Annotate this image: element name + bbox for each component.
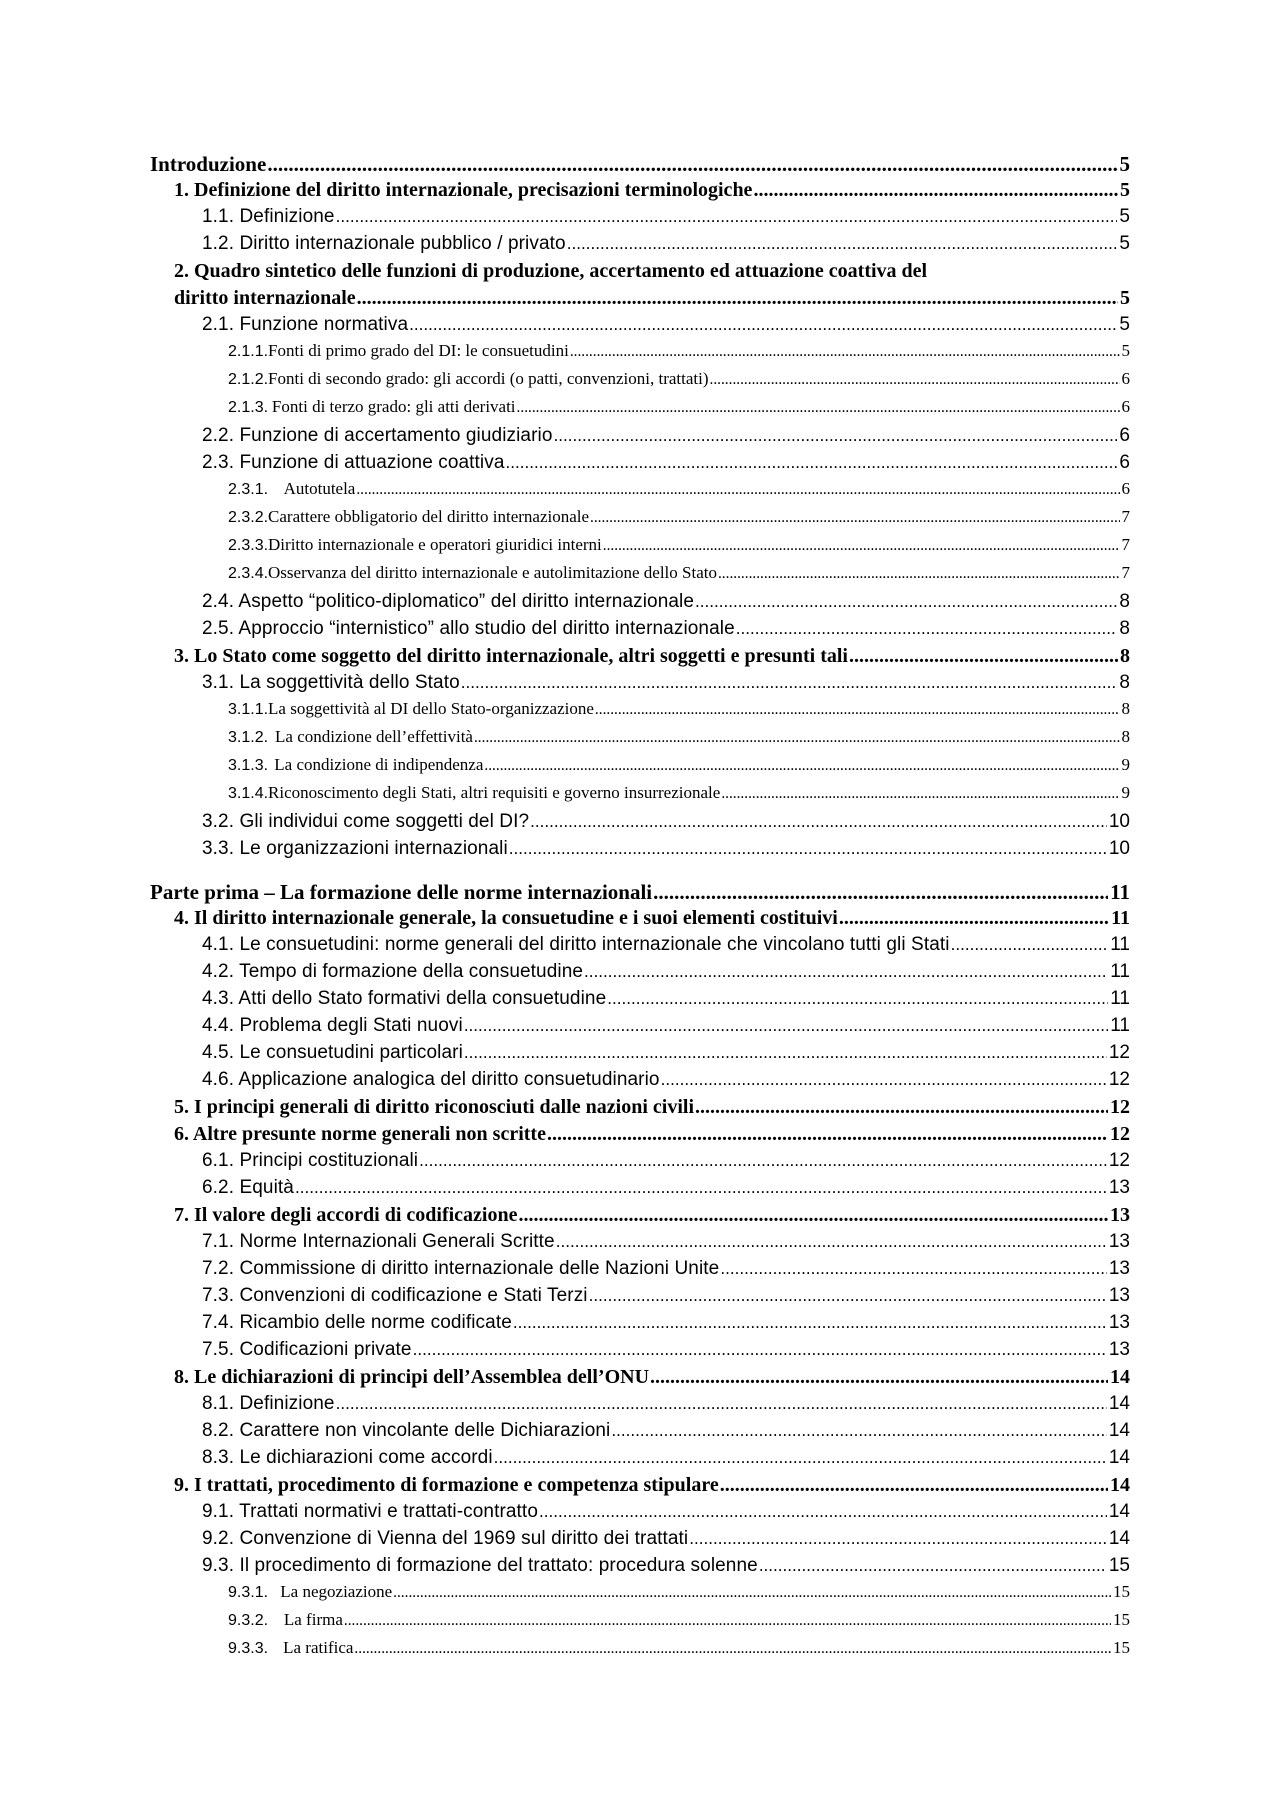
toc-page-number: 13 xyxy=(1110,1204,1130,1226)
toc-entry[interactable] xyxy=(150,452,1130,479)
toc-entry[interactable] xyxy=(150,1339,1130,1366)
toc-page-number: 12 xyxy=(1110,1096,1130,1118)
toc-entry[interactable] xyxy=(150,988,1130,1015)
toc-entry-title: 5. I principi generali di diritto riconosciuti dalle nazioni civili xyxy=(174,1096,694,1118)
toc-entry-title: Fonti di terzo grado: gli atti derivati xyxy=(271,397,516,416)
toc-entry[interactable] xyxy=(150,314,1130,341)
toc-entry-title: 4.4. Problema degli Stati nuovi xyxy=(202,1015,463,1036)
toc-entry-title: 6.2. Equità xyxy=(202,1177,294,1198)
toc-page-number: 11 xyxy=(1110,961,1130,982)
toc-page-number: 5 xyxy=(1119,233,1130,254)
dot-leader xyxy=(590,507,1119,527)
toc-page-number: 13 xyxy=(1108,1231,1130,1252)
toc-page-number: 15 xyxy=(1108,1555,1130,1576)
toc-entry-number: 2.1.1. xyxy=(228,343,269,360)
toc-entry-wrapped-line1[interactable] xyxy=(150,260,1130,287)
toc-entry-title: La condizione dell’effettività xyxy=(275,727,473,746)
toc-entry[interactable] xyxy=(150,1638,1130,1666)
toc-page-number: 14 xyxy=(1108,1447,1130,1468)
dot-leader xyxy=(539,1501,1107,1523)
toc-page-number: 14 xyxy=(1108,1528,1130,1549)
toc-entry-title: 1. Definizione del diritto internazionale, precisazioni terminologiche xyxy=(174,179,753,201)
toc-entry-title: diritto internazionale xyxy=(174,287,356,309)
toc-entry-title: 7.4. Ricambio delle norme codificate xyxy=(202,1312,512,1333)
toc-page-number: 12 xyxy=(1108,1069,1130,1090)
dot-leader xyxy=(554,425,1118,447)
toc-page-number: 14 xyxy=(1110,1366,1130,1388)
toc-entry[interactable] xyxy=(150,672,1130,699)
dot-leader xyxy=(474,727,1120,747)
dot-leader xyxy=(695,591,1117,613)
dot-leader xyxy=(710,369,1120,389)
toc-entry-number: 2.3.1. xyxy=(228,481,269,498)
dot-leader xyxy=(413,1339,1107,1361)
dot-leader xyxy=(759,1555,1107,1577)
toc-page-number: 8 xyxy=(1119,672,1130,693)
toc-entry-title: 2.5. Approccio “internistico” allo studio del diritto internazionale xyxy=(202,618,735,639)
toc-entry-title: 9. I trattati, procedimento di formazione e competenza stipulare xyxy=(174,1474,719,1496)
toc-entry[interactable] xyxy=(150,1015,1130,1042)
toc-entry-title: 9.1. Trattati normativi e trattati-contratto xyxy=(202,1501,538,1522)
dot-leader xyxy=(356,479,1119,499)
dot-leader xyxy=(695,1096,1108,1119)
toc-page-number: 11 xyxy=(1110,880,1130,904)
toc-entry-number: 3.1.1. xyxy=(228,701,269,718)
dot-leader xyxy=(357,287,1118,310)
toc-page-number: 12 xyxy=(1108,1150,1130,1171)
toc-entry-title: 7.3. Convenzioni di codificazione e Stati Terzi xyxy=(202,1285,588,1306)
toc-page-number: 13 xyxy=(1108,1258,1130,1279)
dot-leader xyxy=(720,1258,1107,1280)
toc-entry-title: 3. Lo Stato come soggetto del diritto internazionale, altri soggetti e presunti tali xyxy=(174,645,848,667)
toc-entry[interactable] xyxy=(150,1042,1130,1069)
toc-entry-title: La negoziazione xyxy=(280,1582,393,1601)
dot-leader xyxy=(464,1015,1108,1037)
toc-entry[interactable] xyxy=(150,755,1130,783)
toc-entry[interactable] xyxy=(150,1501,1130,1528)
toc-page-number: 12 xyxy=(1110,1123,1130,1145)
toc-entry[interactable] xyxy=(150,1474,1130,1501)
toc-entry-title: 1.1. Definizione xyxy=(202,206,335,227)
toc-entry-title: 4.3. Atti dello Stato formativi della consuetudine xyxy=(202,988,607,1009)
dot-leader xyxy=(354,1638,1111,1658)
toc-entry[interactable] xyxy=(150,699,1130,727)
dot-leader xyxy=(506,452,1118,474)
toc-page-number: 15 xyxy=(1113,1638,1130,1657)
toc-page-number: 12 xyxy=(1108,1042,1130,1063)
toc-entry-introduzione[interactable] xyxy=(150,152,1130,179)
toc-entry-wrapped-line2[interactable] xyxy=(150,287,1130,314)
toc-entry-title: 7. Il valore degli accordi di codificazione xyxy=(174,1204,518,1226)
toc-entry-title: 9.3. Il procedimento di formazione del trattato: procedura solenne xyxy=(202,1555,758,1576)
dot-leader xyxy=(736,618,1118,640)
toc-page-number: 5 xyxy=(1120,179,1130,201)
toc-entry[interactable] xyxy=(150,1258,1130,1285)
dot-leader xyxy=(650,1366,1108,1389)
toc-page-number: 11 xyxy=(1110,934,1130,955)
toc-page-number: 5 xyxy=(1119,152,1130,176)
toc-entry[interactable] xyxy=(150,179,1130,206)
toc-entry-title: La firma xyxy=(283,1610,343,1629)
toc-entry[interactable] xyxy=(150,591,1130,618)
dot-leader xyxy=(461,672,1118,694)
toc-entry-title: Carattere obbligatorio del diritto internazionale xyxy=(268,507,590,526)
dot-leader xyxy=(517,397,1120,417)
toc-entry-title: 8. Le dichiarazioni di principi dell’Assemblea dell’ONU xyxy=(174,1366,650,1388)
toc-page-number: 14 xyxy=(1110,1474,1130,1496)
toc-entry-title: 2.3. Funzione di attuazione coattiva xyxy=(202,452,505,473)
dot-leader xyxy=(753,179,1118,202)
toc-entry-title: Riconoscimento degli Stati, altri requisiti e governo insurrezionale xyxy=(268,783,721,802)
toc-page-number: 6 xyxy=(1119,452,1130,473)
toc-entry[interactable] xyxy=(150,1204,1130,1231)
toc-entry-title: La ratifica xyxy=(283,1638,354,1657)
toc-entry-title: 2.2. Funzione di accertamento giudiziario xyxy=(202,425,553,446)
toc-entry[interactable] xyxy=(150,341,1130,369)
toc-entry-title: Introduzione xyxy=(150,152,267,176)
dot-leader xyxy=(720,1474,1108,1497)
toc-entry-title: Osservanza del diritto internazionale e autolimitazione dello Stato xyxy=(268,563,717,582)
toc-entry-title: 2.4. Aspetto “politico-diplomatico” del diritto internazionale xyxy=(202,591,695,612)
toc-page-number: 14 xyxy=(1108,1393,1130,1414)
toc-page-number: 13 xyxy=(1108,1285,1130,1306)
dot-leader xyxy=(607,988,1108,1010)
toc-entry-title: 2.1. Funzione normativa xyxy=(202,314,409,335)
dot-leader xyxy=(509,838,1107,860)
toc-entry-title: Fonti di secondo grado: gli accordi (o patti, convenzioni, trattati) xyxy=(268,369,709,388)
dot-leader xyxy=(951,934,1109,956)
dot-leader xyxy=(494,1447,1107,1469)
dot-leader xyxy=(513,1312,1107,1334)
toc-entry[interactable] xyxy=(150,425,1130,452)
toc-entry-title: Autotutela xyxy=(283,479,356,498)
dot-leader xyxy=(295,1177,1107,1199)
toc-entry-number: 9.3.2. xyxy=(228,1612,269,1629)
dot-leader xyxy=(484,755,1119,775)
toc-entry[interactable] xyxy=(150,369,1130,397)
toc-entry-title: 7.1. Norme Internazionali Generali Scritte xyxy=(202,1231,555,1252)
toc-page-number: 8 xyxy=(1121,727,1130,746)
toc-page-number: 5 xyxy=(1121,341,1130,360)
toc-page-number: 8 xyxy=(1119,591,1130,612)
toc-entry[interactable] xyxy=(150,1555,1130,1582)
toc-entry[interactable] xyxy=(150,1366,1130,1393)
toc-entry-number: 2.3.2. xyxy=(228,509,269,526)
toc-page-number: 9 xyxy=(1121,783,1130,802)
toc-page-number: 8 xyxy=(1121,699,1130,718)
toc-page-number: 15 xyxy=(1113,1582,1130,1601)
dot-leader xyxy=(653,880,1108,905)
toc-entry-number: 2.3.3. xyxy=(228,537,269,554)
toc-entry[interactable] xyxy=(150,1582,1130,1610)
toc-entry[interactable] xyxy=(150,1285,1130,1312)
toc-page-number: 10 xyxy=(1108,838,1130,859)
toc-entry-number: 9.3.1. xyxy=(228,1584,269,1601)
toc-page-number: 15 xyxy=(1113,1610,1130,1629)
toc-entry[interactable] xyxy=(150,907,1130,934)
toc-entry[interactable] xyxy=(150,1610,1130,1638)
toc-entry[interactable] xyxy=(150,206,1130,233)
toc-page-number: 13 xyxy=(1108,1312,1130,1333)
toc-entry-title: La soggettività al DI dello Stato-organizzazione xyxy=(268,699,594,718)
dot-leader xyxy=(661,1069,1107,1091)
toc-entry[interactable] xyxy=(150,535,1130,563)
toc-entry-title: La condizione di indipendenza xyxy=(274,755,484,774)
toc-entry-title: 4. Il diritto internazionale generale, la consuetudine e i suoi elementi costituivi xyxy=(174,907,838,929)
dot-leader xyxy=(267,152,1117,177)
toc-page-number: 7 xyxy=(1121,507,1130,526)
dot-leader xyxy=(849,645,1118,668)
dot-leader xyxy=(567,233,1118,255)
toc-entry-title: 1.2. Diritto internazionale pubblico / privato xyxy=(202,233,566,254)
toc-entry-title: 8.1. Definizione xyxy=(202,1393,335,1414)
toc-entry[interactable] xyxy=(150,645,1130,672)
toc-entry-title: Diritto internazionale e operatori giuridici interni xyxy=(268,535,602,554)
toc-entry-title: 8.2. Carattere non vincolante delle Dichiarazioni xyxy=(202,1420,611,1441)
toc-entry[interactable] xyxy=(150,1177,1130,1204)
toc-entry[interactable] xyxy=(150,1231,1130,1258)
toc-page-number: 11 xyxy=(1110,1015,1130,1036)
toc-entry-title: 2. Quadro sintetico delle funzioni di produzione, accertamento ed attuazione coattiva del xyxy=(174,260,928,282)
dot-leader xyxy=(336,1393,1107,1415)
dot-leader xyxy=(547,1123,1108,1146)
toc-entry[interactable] xyxy=(150,563,1130,591)
toc-entry[interactable] xyxy=(150,783,1130,811)
toc-entry-title: 4.6. Applicazione analogica del diritto consuetudinario xyxy=(202,1069,660,1090)
toc-page-number: 13 xyxy=(1108,1177,1130,1198)
toc-entry[interactable] xyxy=(150,1312,1130,1339)
toc-entry[interactable] xyxy=(150,233,1130,260)
toc-entry-number: 3.1.4. xyxy=(228,785,269,802)
toc-entry-title: Fonti di primo grado del DI: le consuetudini xyxy=(268,341,569,360)
toc-page-number: 9 xyxy=(1121,755,1130,774)
toc-entry[interactable] xyxy=(150,1150,1130,1177)
toc-page-number: 7 xyxy=(1121,535,1130,554)
toc-entry[interactable] xyxy=(150,727,1130,755)
toc-entry[interactable] xyxy=(150,1096,1130,1123)
dot-leader xyxy=(603,535,1120,555)
toc-entry[interactable] xyxy=(150,397,1130,425)
toc-page-number: 11 xyxy=(1110,988,1130,1009)
toc-entry[interactable] xyxy=(150,961,1130,988)
toc-page-number: 14 xyxy=(1108,1420,1130,1441)
toc-entry-title: 8.3. Le dichiarazioni come accordi xyxy=(202,1447,493,1468)
toc-page-number: 8 xyxy=(1119,618,1130,639)
toc-entry[interactable] xyxy=(150,1447,1130,1474)
toc-entry[interactable] xyxy=(150,618,1130,645)
toc-page-number: 8 xyxy=(1120,645,1130,667)
toc-entry-number: 2.3.4. xyxy=(228,565,269,582)
dot-leader xyxy=(584,961,1108,983)
table-of-contents xyxy=(150,152,1130,1666)
toc-page-number: 6 xyxy=(1119,425,1130,446)
toc-page-number: 6 xyxy=(1121,397,1130,416)
dot-leader xyxy=(589,1285,1107,1307)
toc-entry[interactable] xyxy=(150,507,1130,535)
toc-page-number: 13 xyxy=(1108,1339,1130,1360)
toc-entry-number: 3.1.2. xyxy=(228,729,269,746)
toc-entry[interactable] xyxy=(150,479,1130,507)
dot-leader xyxy=(409,314,1117,336)
toc-entry-title: 7.2. Commissione di diritto internazionale delle Nazioni Unite xyxy=(202,1258,720,1279)
toc-entry[interactable] xyxy=(150,934,1130,961)
toc-page-number: 6 xyxy=(1121,369,1130,388)
toc-entry-parte-prima[interactable] xyxy=(150,880,1130,907)
toc-page-number: 10 xyxy=(1108,811,1130,832)
toc-entry[interactable] xyxy=(150,811,1130,838)
toc-entry-title: 3.1. La soggettività dello Stato xyxy=(202,672,460,693)
toc-entry-title: 3.3. Le organizzazioni internazionali xyxy=(202,838,508,859)
dot-leader xyxy=(721,783,1119,803)
toc-entry-title: 9.2. Convenzione di Vienna del 1969 sul diritto dei trattati xyxy=(202,1528,689,1549)
toc-entry-title: 6.1. Principi costituzionali xyxy=(202,1150,419,1171)
dot-leader xyxy=(344,1610,1111,1630)
toc-entry-title: 3.2. Gli individui come soggetti del DI? xyxy=(202,811,530,832)
dot-leader xyxy=(556,1231,1107,1253)
toc-entry[interactable] xyxy=(150,1393,1130,1420)
toc-page-number: 5 xyxy=(1119,314,1130,335)
toc-entry-title: 4.5. Le consuetudini particolari xyxy=(202,1042,463,1063)
toc-entry-number: 2.1.2. xyxy=(228,371,269,388)
dot-leader xyxy=(464,1042,1107,1064)
toc-entry[interactable] xyxy=(150,1123,1130,1150)
toc-entry-title: 6. Altre presunte norme generali non scritte xyxy=(174,1123,546,1145)
dot-leader xyxy=(611,1420,1107,1442)
dot-leader xyxy=(393,1582,1111,1602)
dot-leader xyxy=(336,206,1118,228)
toc-entry-title: 4.2. Tempo di formazione della consuetudine xyxy=(202,961,584,982)
toc-page-number: 6 xyxy=(1121,479,1130,498)
toc-entry-title: Parte prima – La formazione delle norme internazionali xyxy=(150,880,653,904)
toc-entry-number: 3.1.3. xyxy=(228,757,269,774)
dot-leader xyxy=(419,1150,1107,1172)
dot-leader xyxy=(595,699,1120,719)
toc-entry[interactable] xyxy=(150,1420,1130,1447)
dot-leader xyxy=(689,1528,1107,1550)
toc-entry[interactable] xyxy=(150,1528,1130,1555)
dot-leader xyxy=(839,907,1109,930)
dot-leader xyxy=(530,811,1107,833)
toc-page-number: 7 xyxy=(1121,563,1130,582)
toc-page-number: 5 xyxy=(1120,287,1130,309)
toc-page-number: 5 xyxy=(1119,206,1130,227)
toc-page-number: 11 xyxy=(1111,907,1130,929)
toc-entry-title: 4.1. Le consuetudini: norme generali del diritto internazionale che vincolano tutti gli Stati xyxy=(202,934,950,955)
toc-entry-title: 7.5. Codificazioni private xyxy=(202,1339,412,1360)
dot-leader xyxy=(518,1204,1108,1227)
dot-leader xyxy=(570,341,1120,361)
toc-entry[interactable] xyxy=(150,838,1130,865)
dot-leader xyxy=(718,563,1120,583)
toc-entry-number: 2.1.3. xyxy=(228,399,269,416)
toc-entry-number: 9.3.3. xyxy=(228,1640,269,1657)
toc-entry[interactable] xyxy=(150,1069,1130,1096)
toc-page-number: 14 xyxy=(1108,1501,1130,1522)
